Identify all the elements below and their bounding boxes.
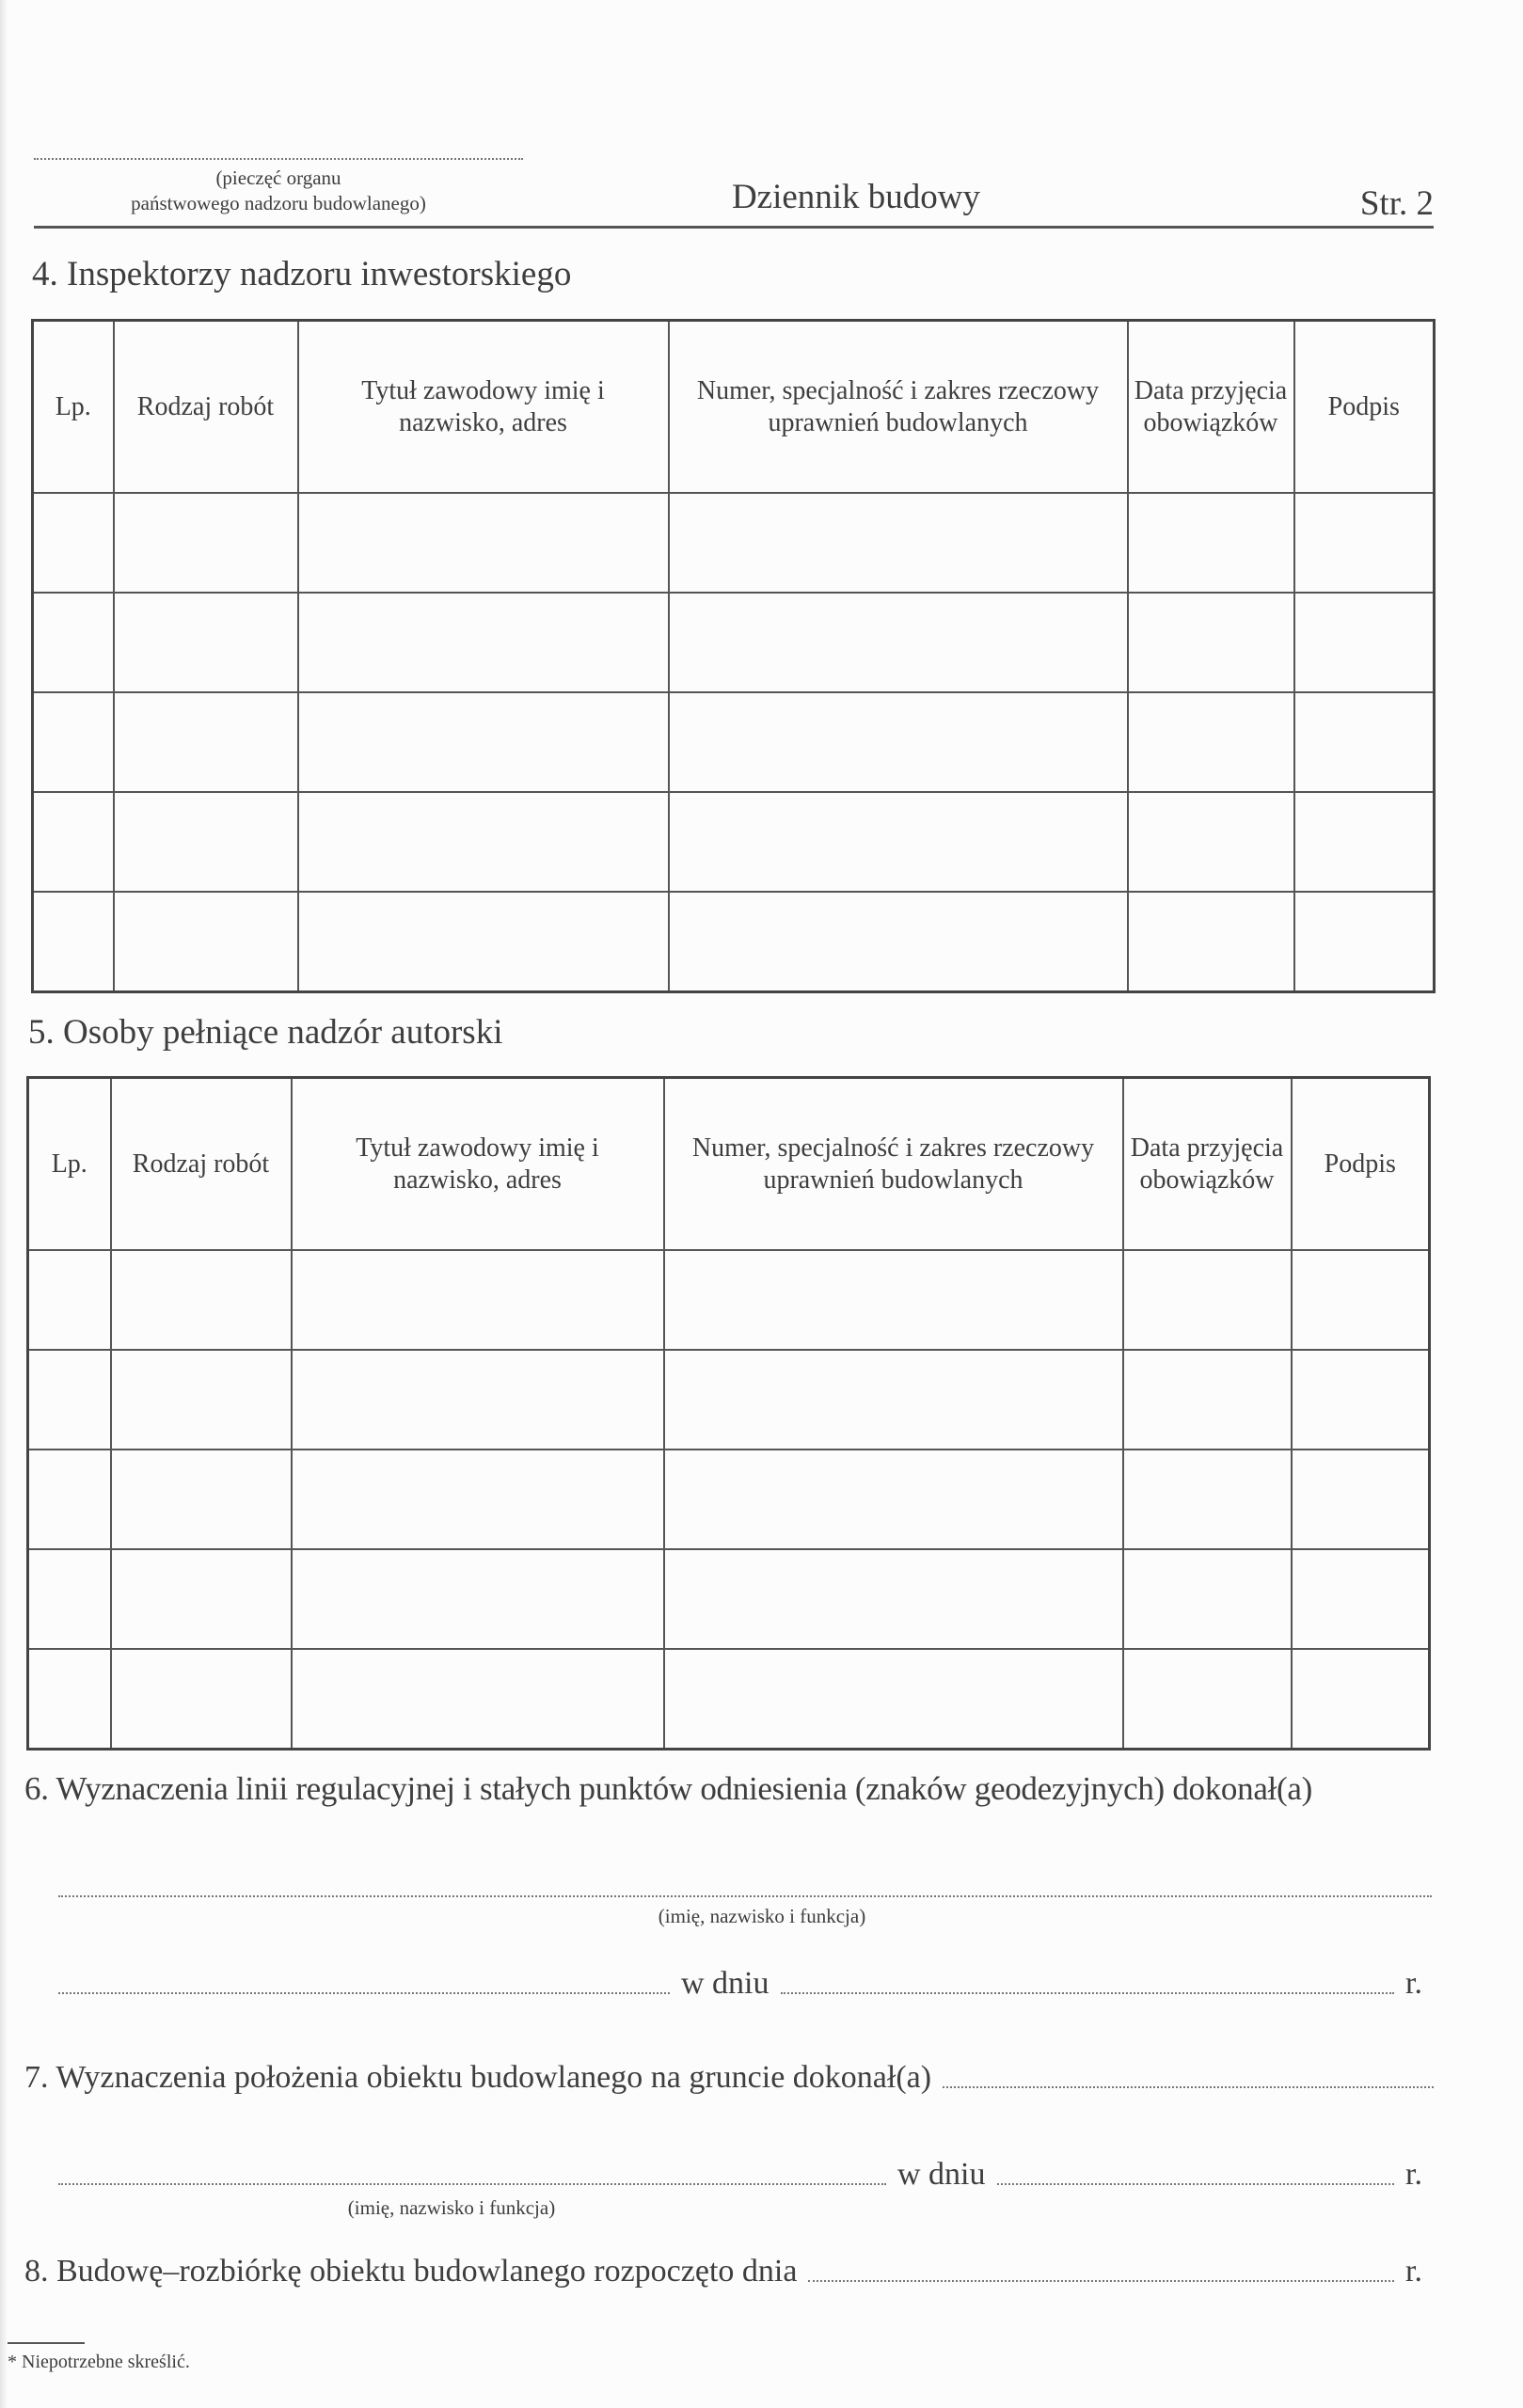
cell[interactable]	[1123, 1649, 1292, 1750]
table-row	[28, 1549, 1430, 1649]
page-title: Dziennik budowy	[731, 178, 981, 216]
cell[interactable]	[111, 1450, 292, 1549]
table-row	[33, 692, 1435, 792]
col-signature: Podpis	[1292, 1078, 1430, 1251]
col-name: Tytuł zawodowy imię i nazwisko, adres	[292, 1078, 664, 1251]
stamp-line	[34, 158, 523, 160]
page-number: Str. 2	[1359, 184, 1434, 223]
cell[interactable]	[28, 1250, 111, 1350]
cell[interactable]	[111, 1549, 292, 1649]
surveyor-caption: (imię, nazwisko i funkcja)	[658, 1905, 866, 1927]
surveyor-name-field[interactable]	[58, 1895, 1432, 1897]
cell[interactable]	[1128, 792, 1294, 892]
year-suffix: r.	[1405, 1966, 1422, 2001]
cell[interactable]	[111, 1649, 292, 1750]
col-date: Data przyjęcia obowiązków	[1128, 321, 1294, 494]
cell[interactable]	[292, 1350, 664, 1450]
cell[interactable]	[1123, 1250, 1292, 1350]
cell[interactable]	[1292, 1250, 1430, 1350]
col-type-of-work: Rodzaj robót	[111, 1078, 292, 1251]
cell[interactable]	[1128, 593, 1294, 692]
cell[interactable]	[33, 493, 114, 593]
cell[interactable]	[292, 1250, 664, 1350]
section8-date-field[interactable]	[808, 2280, 1394, 2282]
year-suffix: r.	[1405, 2254, 1422, 2289]
cell[interactable]	[292, 1549, 664, 1649]
on-day-label: w dniu	[681, 1966, 769, 2001]
table-header-row	[33, 321, 1435, 494]
author-supervision-table	[26, 1076, 1431, 1751]
section7-caption: (imię, nazwisko i funkcja)	[347, 2196, 556, 2219]
cell[interactable]	[33, 792, 114, 892]
section8-heading: 8. Budowę–rozbiórkę obiektu budowlanego rozpoczęto dnia	[24, 2254, 798, 2289]
cell[interactable]	[111, 1250, 292, 1350]
cell[interactable]	[664, 1649, 1123, 1750]
cell[interactable]	[669, 493, 1128, 593]
table-row	[28, 1450, 1430, 1549]
cell[interactable]	[1128, 493, 1294, 593]
cell[interactable]	[114, 493, 298, 593]
cell[interactable]	[1294, 593, 1435, 692]
cell[interactable]	[292, 1649, 664, 1750]
section6-date-line	[58, 1966, 1434, 2002]
cell[interactable]	[1292, 1350, 1430, 1450]
cell[interactable]	[1292, 1649, 1430, 1750]
cell[interactable]	[664, 1350, 1123, 1450]
year-suffix: r.	[1405, 2157, 1422, 2192]
cell[interactable]	[1128, 892, 1294, 992]
section4-heading: 4. Inspektorzy nadzoru inwestorskiego	[32, 255, 572, 293]
section6-heading: 6. Wyznaczenia linii regulacyjnej i stałych punktów odniesienia (znaków geodezyjnych) dokonał(a)	[24, 1770, 1312, 1807]
cell[interactable]	[114, 792, 298, 892]
cell[interactable]	[669, 792, 1128, 892]
col-date: Data przyjęcia obowiązków	[1123, 1078, 1292, 1251]
cell[interactable]	[664, 1549, 1123, 1649]
cell[interactable]	[33, 692, 114, 792]
cell[interactable]	[1294, 493, 1435, 593]
cell[interactable]	[669, 892, 1128, 992]
section7-name-field[interactable]	[943, 2086, 1434, 2088]
header-rule	[34, 226, 1434, 229]
col-type-of-work: Rodzaj robót	[114, 321, 298, 494]
section7-line	[24, 2060, 1434, 2096]
cell[interactable]	[114, 892, 298, 992]
stamp-caption	[34, 166, 523, 216]
section5-heading: 5. Osoby pełniące nadzór autorski	[28, 1013, 503, 1052]
col-license: Numer, specjalność i zakres rzeczowy uprawnień budowlanych	[669, 321, 1128, 494]
cell[interactable]	[664, 1250, 1123, 1350]
table-row	[28, 1350, 1430, 1450]
section6-signature-field[interactable]	[58, 1992, 670, 1994]
cell[interactable]	[33, 892, 114, 992]
table-row	[28, 1250, 1430, 1350]
cell[interactable]	[298, 792, 669, 892]
footnote: * Niepotrzebne skreślić.	[8, 2352, 190, 2372]
on-day-label: w dniu	[897, 2157, 986, 2192]
col-name: Tytuł zawodowy imię i nazwisko, adres	[298, 321, 669, 494]
col-lp: Lp.	[33, 321, 114, 494]
stamp-caption-line2: państwowego nadzoru budowlanego)	[131, 192, 426, 214]
scan-edge	[0, 0, 8, 2408]
col-lp: Lp.	[28, 1078, 111, 1251]
section7-date-field[interactable]	[997, 2183, 1395, 2185]
table-header-row	[28, 1078, 1430, 1251]
section7-heading: 7. Wyznaczenia położenia obiektu budowlanego na gruncie dokonał(a)	[24, 2060, 932, 2095]
cell[interactable]	[669, 692, 1128, 792]
cell[interactable]	[28, 1350, 111, 1450]
cell[interactable]	[28, 1649, 111, 1750]
section8-line	[24, 2254, 1434, 2289]
cell[interactable]	[1123, 1549, 1292, 1649]
cell[interactable]	[114, 692, 298, 792]
cell[interactable]	[298, 692, 669, 792]
cell[interactable]	[1292, 1450, 1430, 1549]
col-signature: Podpis	[1294, 321, 1435, 494]
table-row	[33, 493, 1435, 593]
section6-date-field[interactable]	[781, 1992, 1395, 1994]
section7-date-line	[58, 2157, 1434, 2193]
inspectors-table	[31, 319, 1436, 993]
cell[interactable]	[28, 1450, 111, 1549]
cell[interactable]	[33, 593, 114, 692]
cell[interactable]	[1128, 692, 1294, 792]
table-row	[28, 1649, 1430, 1750]
cell[interactable]	[1123, 1450, 1292, 1549]
section7-signature-field[interactable]	[58, 2183, 886, 2185]
footnote-rule	[8, 2342, 85, 2344]
cell[interactable]	[669, 593, 1128, 692]
cell[interactable]	[292, 1450, 664, 1549]
table-row	[33, 792, 1435, 892]
cell[interactable]	[298, 892, 669, 992]
cell[interactable]	[111, 1350, 292, 1450]
cell[interactable]	[28, 1549, 111, 1649]
cell[interactable]	[1294, 792, 1435, 892]
cell[interactable]	[114, 593, 298, 692]
cell[interactable]	[298, 493, 669, 593]
cell[interactable]	[1292, 1549, 1430, 1649]
cell[interactable]	[1294, 892, 1435, 992]
col-license: Numer, specjalność i zakres rzeczowy uprawnień budowlanych	[664, 1078, 1123, 1251]
cell[interactable]	[298, 593, 669, 692]
cell[interactable]	[664, 1450, 1123, 1549]
cell[interactable]	[1294, 692, 1435, 792]
stamp-caption-line1: (pieczęć organu	[215, 166, 341, 189]
table-row	[33, 593, 1435, 692]
table-row	[33, 892, 1435, 992]
cell[interactable]	[1123, 1350, 1292, 1450]
